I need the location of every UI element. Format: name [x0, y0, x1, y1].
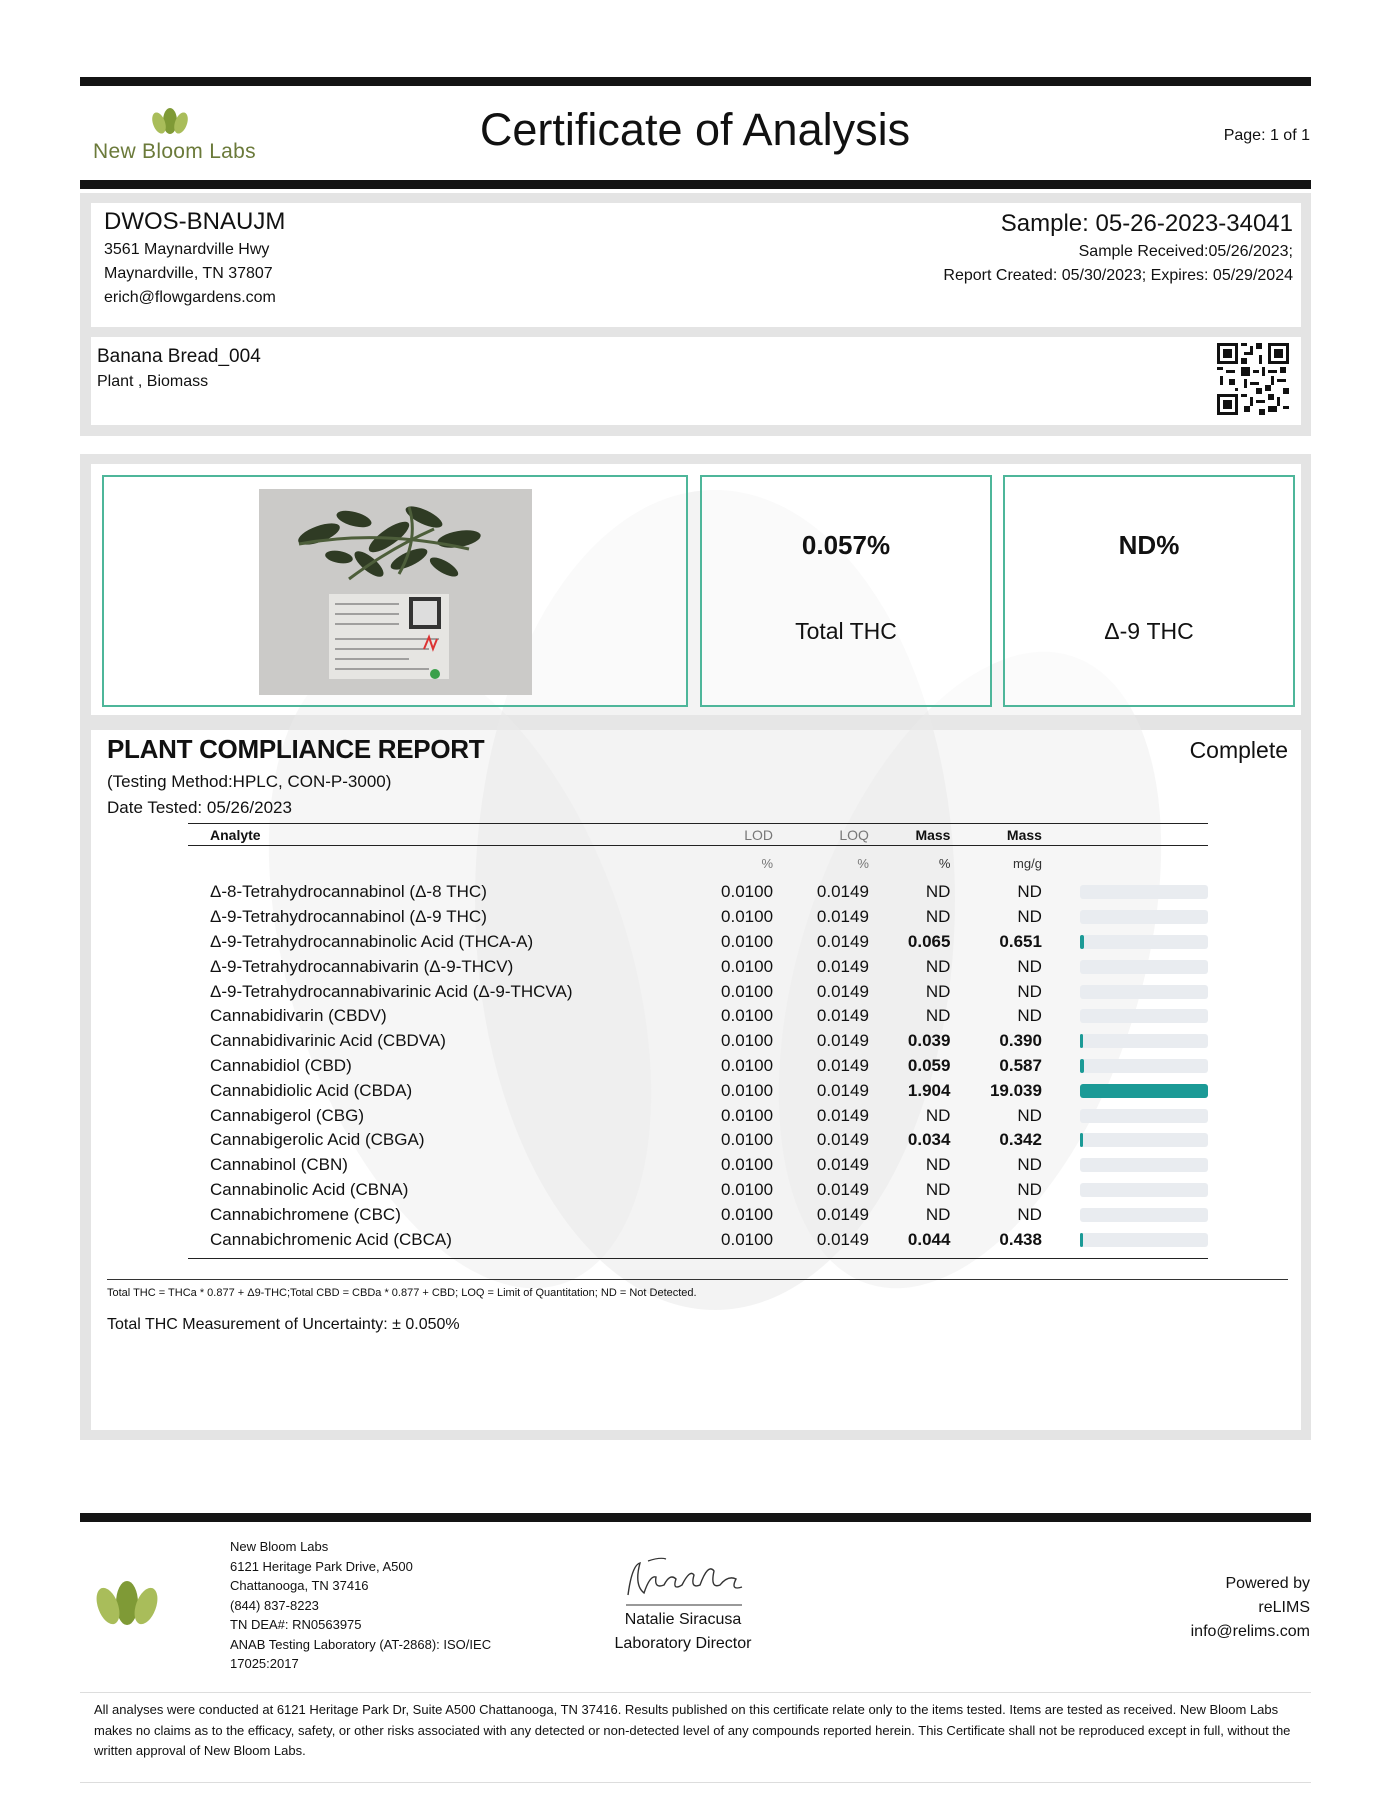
powered-by-label: Powered by [1225, 1575, 1310, 1592]
level-bar-track [1080, 985, 1208, 999]
client-info [104, 206, 285, 310]
powered-by-brand: reLIMS [1258, 1599, 1310, 1616]
analyte-name: Cannabichromene (CBC) [210, 1204, 401, 1224]
mass-pct-value: ND [925, 882, 951, 902]
page-title: Certificate of Analysis [479, 104, 911, 155]
col-bar [1042, 824, 1208, 846]
mass-pct-value: ND [925, 1105, 951, 1125]
lab-phone: (844) 837-8223 [230, 1597, 319, 1613]
loq-value: 0.0149 [816, 1006, 869, 1026]
loq-value: 0.0149 [816, 1105, 869, 1125]
table-row [188, 1078, 1208, 1103]
mass-pct-value: 0.059 [907, 1055, 951, 1075]
signature-block [583, 1608, 783, 1656]
mass-mg-value: ND [1017, 1204, 1042, 1224]
table-row [188, 1128, 1208, 1153]
d9-thc-value: ND% [1118, 530, 1180, 560]
table-row [188, 1227, 1208, 1252]
level-bar-fill [1080, 1059, 1084, 1073]
level-bar-track [1080, 1208, 1208, 1222]
table-row [188, 1153, 1208, 1178]
mass-mg-value: 0.390 [999, 1031, 1042, 1051]
unit-lod: % [761, 855, 774, 871]
mass-mg-value: ND [1017, 1105, 1042, 1125]
col-mass-mg: Mass [950, 824, 1041, 846]
mass-pct-value: 1.904 [907, 1080, 951, 1100]
analyte-name: Cannabidivarinic Acid (CBDVA) [210, 1031, 446, 1051]
lab-address-2: Chattanooga, TN 37416 [230, 1578, 369, 1593]
mass-pct-value: ND [925, 907, 951, 927]
loq-value: 0.0149 [816, 907, 869, 927]
loq-value: 0.0149 [816, 931, 869, 951]
lab-logo [93, 104, 263, 166]
analyte-name: Δ-8-Tetrahydrocannabinol (Δ-8 THC) [210, 882, 487, 902]
mass-mg-value: ND [1017, 981, 1042, 1001]
lod-value: 0.0100 [721, 907, 774, 927]
lab-name: New Bloom Labs [230, 1539, 329, 1554]
sample-id: Sample: 05-26-2023-34041 [1000, 210, 1293, 237]
level-bar-cell [1042, 1153, 1208, 1178]
powered-by-email: info@relims.com [1190, 1623, 1310, 1640]
lab-address-1: 6121 Heritage Park Drive, A500 [230, 1558, 413, 1574]
level-bar-track [1080, 1034, 1208, 1048]
lod-value: 0.0100 [721, 1155, 774, 1175]
report-status: Complete [1189, 737, 1288, 763]
loq-value: 0.0149 [816, 1179, 869, 1199]
level-bar-cell [1042, 1128, 1208, 1153]
total-thc-card [700, 475, 992, 707]
table-row [188, 930, 1208, 955]
level-bar-cell [1042, 930, 1208, 955]
table-row [188, 1103, 1208, 1128]
page-number: Page: 1 of 1 [1223, 127, 1310, 144]
table-row [188, 954, 1208, 979]
mass-mg-value: 19.039 [989, 1080, 1042, 1100]
mass-pct-value: 0.034 [907, 1130, 951, 1150]
table-footnote: Total THC = THCa * 0.877 + Δ9-THC;Total CBD = CBDa * 0.877 + CBD; LOQ = Limit of Quantitation; ND = Not Detected. [107, 1287, 697, 1299]
mass-mg-value: ND [1017, 907, 1042, 927]
level-bar-fill [1080, 935, 1084, 949]
mass-mg-value: ND [1017, 1006, 1042, 1026]
loq-value: 0.0149 [816, 1055, 869, 1075]
sample-received: Sample Received:05/26/2023; [1078, 243, 1293, 260]
level-bar-track [1080, 885, 1208, 899]
table-header-row [188, 824, 1208, 846]
analyte-name: Δ-9-Tetrahydrocannabivarin (Δ-9-THCV) [210, 956, 514, 976]
lod-value: 0.0100 [721, 882, 774, 902]
units-row [188, 846, 1208, 881]
total-thc-label: Total THC [795, 618, 897, 644]
results-table [188, 823, 1208, 1259]
signer-name: Natalie Siracusa [624, 1611, 742, 1628]
mass-pct-value: 0.065 [907, 931, 951, 951]
mass-pct-value: ND [925, 956, 951, 976]
uncertainty-note: Total THC Measurement of Uncertainty: ± 0.050% [107, 1316, 460, 1333]
level-bar-track [1080, 1109, 1208, 1123]
lod-value: 0.0100 [721, 1229, 774, 1249]
mass-mg-value: 0.587 [999, 1055, 1042, 1075]
lod-value: 0.0100 [721, 1080, 774, 1100]
mass-pct-value: 0.039 [907, 1031, 951, 1051]
mass-mg-value: ND [1017, 882, 1042, 902]
level-bar-cell [1042, 1078, 1208, 1103]
table-row [188, 1054, 1208, 1079]
analyte-name: Cannabigerol (CBG) [210, 1105, 365, 1125]
level-bar-cell [1042, 1227, 1208, 1252]
table-row [188, 880, 1208, 905]
date-tested: Date Tested: 05/26/2023 [107, 798, 292, 817]
unit-loq: % [857, 855, 869, 871]
level-bar-cell [1042, 880, 1208, 905]
analyte-name: Cannabichromenic Acid (CBCA) [210, 1229, 452, 1249]
table-row [188, 979, 1208, 1004]
product-box [91, 337, 1301, 425]
mass-pct-value: 0.044 [907, 1229, 951, 1249]
report-dates: Report Created: 05/30/2023; Expires: 05/29/2024 [943, 267, 1293, 284]
lab-dea: TN DEA#: RN0563975 [230, 1617, 362, 1632]
analyte-name: Cannabidiolic Acid (CBDA) [210, 1080, 413, 1100]
mass-pct-value: ND [925, 1006, 951, 1026]
table-row [188, 1029, 1208, 1054]
level-bar-cell [1042, 1004, 1208, 1029]
level-bar-track [1080, 1133, 1208, 1147]
sample-info [943, 208, 1293, 288]
table-row [188, 1004, 1208, 1029]
level-bar-fill [1080, 1133, 1083, 1147]
level-bar-cell [1042, 979, 1208, 1004]
client-address-2: Maynardville, TN 37807 [104, 265, 273, 282]
product-name: Banana Bread_004 [97, 346, 261, 367]
lab-footer-logo-icon [93, 1578, 161, 1630]
mass-pct-value: ND [925, 981, 951, 1001]
lod-value: 0.0100 [721, 1031, 774, 1051]
loq-value: 0.0149 [816, 1155, 869, 1175]
level-bar-track [1080, 1183, 1208, 1197]
level-bar-track [1080, 1084, 1208, 1098]
lod-value: 0.0100 [721, 1055, 774, 1075]
table-row [188, 1178, 1208, 1203]
leaf-logo-icon [150, 106, 190, 138]
report-title: PLANT COMPLIANCE REPORT [107, 734, 485, 764]
sample-photo-image [259, 489, 532, 695]
level-bar-track [1080, 960, 1208, 974]
analyte-name: Δ-9-Tetrahydrocannabivarinic Acid (Δ-9-THCVA) [210, 981, 573, 1001]
lod-value: 0.0100 [721, 1204, 774, 1224]
loq-value: 0.0149 [816, 1204, 869, 1224]
footer-rule [80, 1513, 1311, 1522]
lod-value: 0.0100 [721, 1006, 774, 1026]
level-bar-track [1080, 1233, 1208, 1247]
lod-value: 0.0100 [721, 1179, 774, 1199]
loq-value: 0.0149 [816, 981, 869, 1001]
level-bar-cell [1042, 1054, 1208, 1079]
lab-anab: ANAB Testing Laboratory (AT-2868): ISO/IEC [230, 1636, 492, 1652]
client-id: DWOS-BNAUJM [104, 208, 286, 235]
level-bar-track [1080, 935, 1208, 949]
analyte-name: Cannabidiol (CBD) [210, 1055, 352, 1075]
analyte-name: Cannabigerolic Acid (CBGA) [210, 1130, 425, 1150]
mass-mg-value: 0.651 [999, 931, 1042, 951]
level-bar-cell [1042, 905, 1208, 930]
lod-value: 0.0100 [721, 981, 774, 1001]
signer-title: Laboratory Director [614, 1635, 752, 1652]
mass-pct-value: ND [925, 1179, 951, 1199]
level-bar-cell [1042, 1178, 1208, 1203]
lab-address [230, 1537, 491, 1674]
header-rule [80, 180, 1311, 189]
mass-mg-value: ND [1017, 1155, 1042, 1175]
lod-value: 0.0100 [721, 1130, 774, 1150]
testing-method: (Testing Method:HPLC, CON-P-3000) [107, 772, 392, 791]
product-info [97, 344, 261, 394]
total-thc-value: 0.057% [801, 530, 891, 560]
lab-logo-text: New Bloom Labs [93, 140, 256, 163]
loq-value: 0.0149 [816, 1080, 869, 1100]
analyte-name: Cannabinolic Acid (CBNA) [210, 1179, 409, 1199]
signature-image [620, 1555, 750, 1609]
product-type: Plant , Biomass [97, 373, 209, 390]
mass-pct-value: ND [925, 1204, 951, 1224]
level-bar-fill [1080, 1034, 1083, 1048]
level-bar-track [1080, 910, 1208, 924]
analyte-name: Cannabidivarin (CBDV) [210, 1006, 387, 1026]
lod-value: 0.0100 [721, 956, 774, 976]
level-bar-cell [1042, 1029, 1208, 1054]
mass-mg-value: ND [1017, 1179, 1042, 1199]
level-bar-track [1080, 1158, 1208, 1172]
client-email: erich@flowgardens.com [104, 289, 276, 306]
level-bar-track [1080, 1059, 1208, 1073]
col-loq: LOQ [773, 824, 869, 846]
disclaimer: All analyses were conducted at 6121 Heritage Park Dr, Suite A500 Chattanooga, TN 37416. Results published on this certificate relate only to the items tested. Items are tested as received. New Bloom Labs makes no claims as to the efficacy, safety, or other risks associated with any detected or non-detected level of any compounds reported herein. This Certificate shall not be reproduced except in full, without the written approval of New Bloom Labs. [94, 1702, 1291, 1758]
analyte-name: Δ-9-Tetrahydrocannabinolic Acid (THCA-A) [210, 931, 534, 951]
top-rule [80, 77, 1311, 86]
unit-mass-mg: mg/g [1013, 855, 1042, 871]
lab-iso: 17025:2017 [230, 1656, 299, 1671]
loq-value: 0.0149 [816, 882, 869, 902]
analyte-name: Δ-9-Tetrahydrocannabinol (Δ-9 THC) [210, 907, 487, 927]
level-bar-fill [1080, 1233, 1083, 1247]
qr-code-icon [1217, 343, 1289, 415]
lod-value: 0.0100 [721, 931, 774, 951]
col-analyte: Analyte [188, 824, 689, 846]
level-bar-track [1080, 1009, 1208, 1023]
table-end-rule [188, 1252, 1208, 1259]
level-bar-cell [1042, 1202, 1208, 1227]
loq-value: 0.0149 [816, 1031, 869, 1051]
d9-thc-label: Δ-9 THC [1104, 618, 1194, 644]
col-mass-pct: Mass [869, 824, 951, 846]
table-row [188, 905, 1208, 930]
level-bar-cell [1042, 1103, 1208, 1128]
level-bar-cell [1042, 954, 1208, 979]
table-row [188, 1202, 1208, 1227]
loq-value: 0.0149 [816, 1229, 869, 1249]
bottom-rule [80, 1782, 1311, 1783]
mass-mg-value: ND [1017, 956, 1042, 976]
sample-photo [259, 489, 532, 695]
loq-value: 0.0149 [816, 1130, 869, 1150]
col-lod: LOD [689, 824, 773, 846]
client-address-1: 3561 Maynardville Hwy [104, 241, 270, 258]
disclaimer-rule [80, 1692, 1311, 1693]
report-meta [107, 769, 391, 821]
powered-by [1191, 1572, 1310, 1644]
mass-pct-value: ND [925, 1155, 951, 1175]
mass-mg-value: 0.438 [999, 1229, 1042, 1249]
footnote-rule [107, 1279, 1288, 1280]
level-bar-fill [1080, 1084, 1208, 1098]
mass-mg-value: 0.342 [999, 1130, 1042, 1150]
d9-thc-card [1003, 475, 1295, 707]
lod-value: 0.0100 [721, 1105, 774, 1125]
loq-value: 0.0149 [816, 956, 869, 976]
unit-mass-pct: % [938, 855, 951, 871]
analyte-name: Cannabinol (CBN) [210, 1155, 348, 1175]
